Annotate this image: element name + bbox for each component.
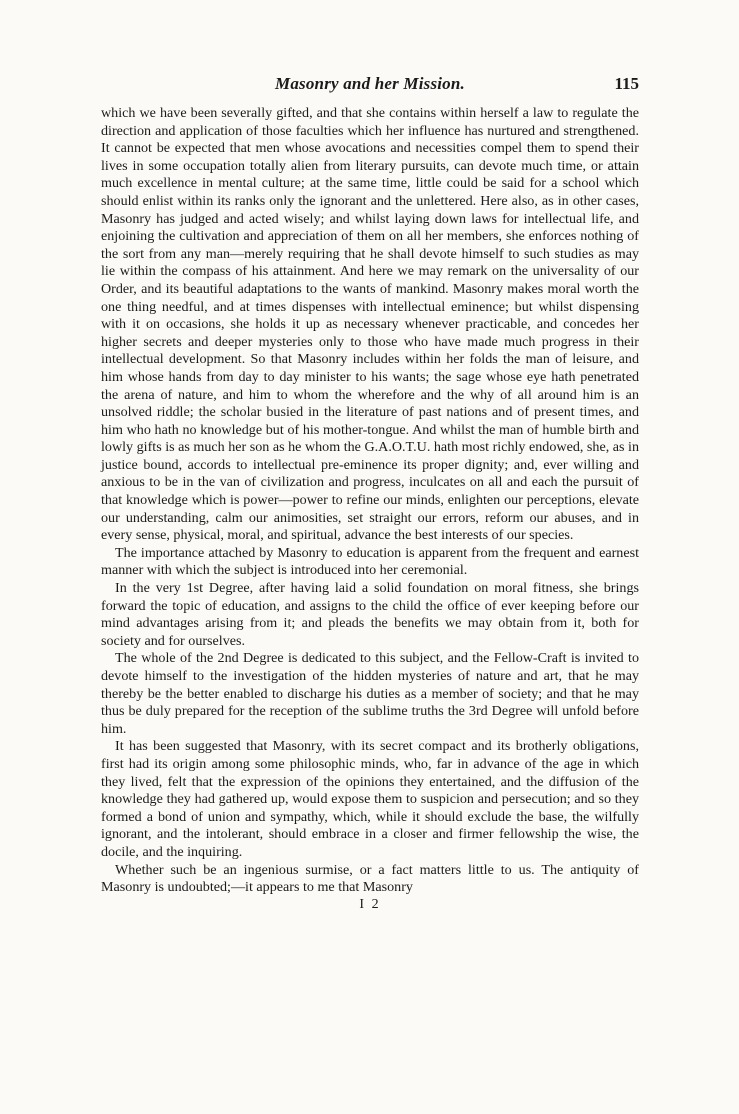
book-page <box>101 74 639 913</box>
page-header <box>101 74 639 96</box>
running-title: Masonry and her Mission. <box>275 74 465 93</box>
paragraph: which we have been severally gifted, and that she contains within herself a law to regulate the direction and application of those faculties which her influence has nurtured and strengthened. It cannot be expected that men whose avocations and necessities compel them to spend their lives in some occupation totally alien from literary pursuits, can devote much time, or attain much excellence in mental culture; at the same time, little could be said for a school which should enlist within its ranks only the ignorant and the unlettered. Here also, as in other cases, Masonry has judged and acted wisely; and whilst laying down laws for intellectual life, and enjoining the cultivation and appreciation of them on all her members, she enforces nothing of the sort from any man—merely requiring that he shall devote himself to such studies as may lie within the compass of his attainment. And here we may remark on the universality of our Order, and its beautiful adaptations to the wants of mankind. Masonry makes moral worth the one thing needful, and at times dispenses with intellectual eminence; but whilst dispensing with it on occasions, she holds it up as necessary whenever practicable, and concedes her higher secrets and deeper mysteries only to those who have made much progress in their intellectual development. So that Masonry includes within her folds the man of leisure, and him whose hands from day to day minister to his wants; the sage whose eye hath penetrated the arena of nature, and him to whom the wherefore and the why of all around him is an unsolved riddle; the scholar busied in the literature of past nations and of present times, and him who hath no knowledge but of his mother-tongue. And whilst the man of humble birth and lowly gifts is as much her son as he whom the G.A.O.T.U. hath most richly endowed, she, as in justice bound, accords to intellectual pre-eminence its proper dignity; and, ever willing and anxious to be in the van of civilization and progress, inculcates on all and each the pursuit of that knowledge which is power—power to refine our minds, enlighten our perceptions, elevate our understanding, calm our animosities, set straight our errors, reform our abuses, and in every sense, physical, moral, and spiritual, advance the best interests of our species. <box>101 105 639 544</box>
paragraph: The whole of the 2nd Degree is dedicated to this subject, and the Fellow-Craft is invited to devote himself to the investigation of the hidden mysteries of nature and art, that he may thereby be the better enabled to discharge his duties as a member of society; and that he may thus be duly prepared for the reception of the sublime truths the 3rd Degree will unfold before him. <box>101 650 639 737</box>
body-text <box>101 105 639 897</box>
page-number: 115 <box>614 74 639 93</box>
paragraph: The importance attached by Masonry to education is apparent from the frequent and earnest manner with which the subject is introduced into her ceremonial. <box>101 544 639 579</box>
paragraph: It has been suggested that Masonry, with its secret compact and its brotherly obligations, first had its origin among some philosophic minds, who, far in advance of the age in which they lived, felt that the expression of the opinions they entertained, and the diffusion of the knowledge they had gathered up, would expose them to suspicion and persecution; and so they formed a bond of union and sympathy, which, while it should exclude the base, the wilfully ignorant, and the intolerant, should embrace in a closer and firmer fellowship the wise, the docile, and the inquiring. <box>101 738 639 860</box>
signature-mark: I 2 <box>359 896 381 912</box>
paragraph: In the very 1st Degree, after having laid a solid foundation on moral fitness, she brings forward the topic of education, and assigns to the child the office of ever keeping before our mind advantages arising from it; and pleads the benefits we may obtain from it, both for society and for ourselves. <box>101 580 639 649</box>
paragraph: Whether such be an ingenious surmise, or a fact matters little to us. The antiquity of Masonry is undoubted;—it appears to me that Masonry <box>101 861 639 896</box>
